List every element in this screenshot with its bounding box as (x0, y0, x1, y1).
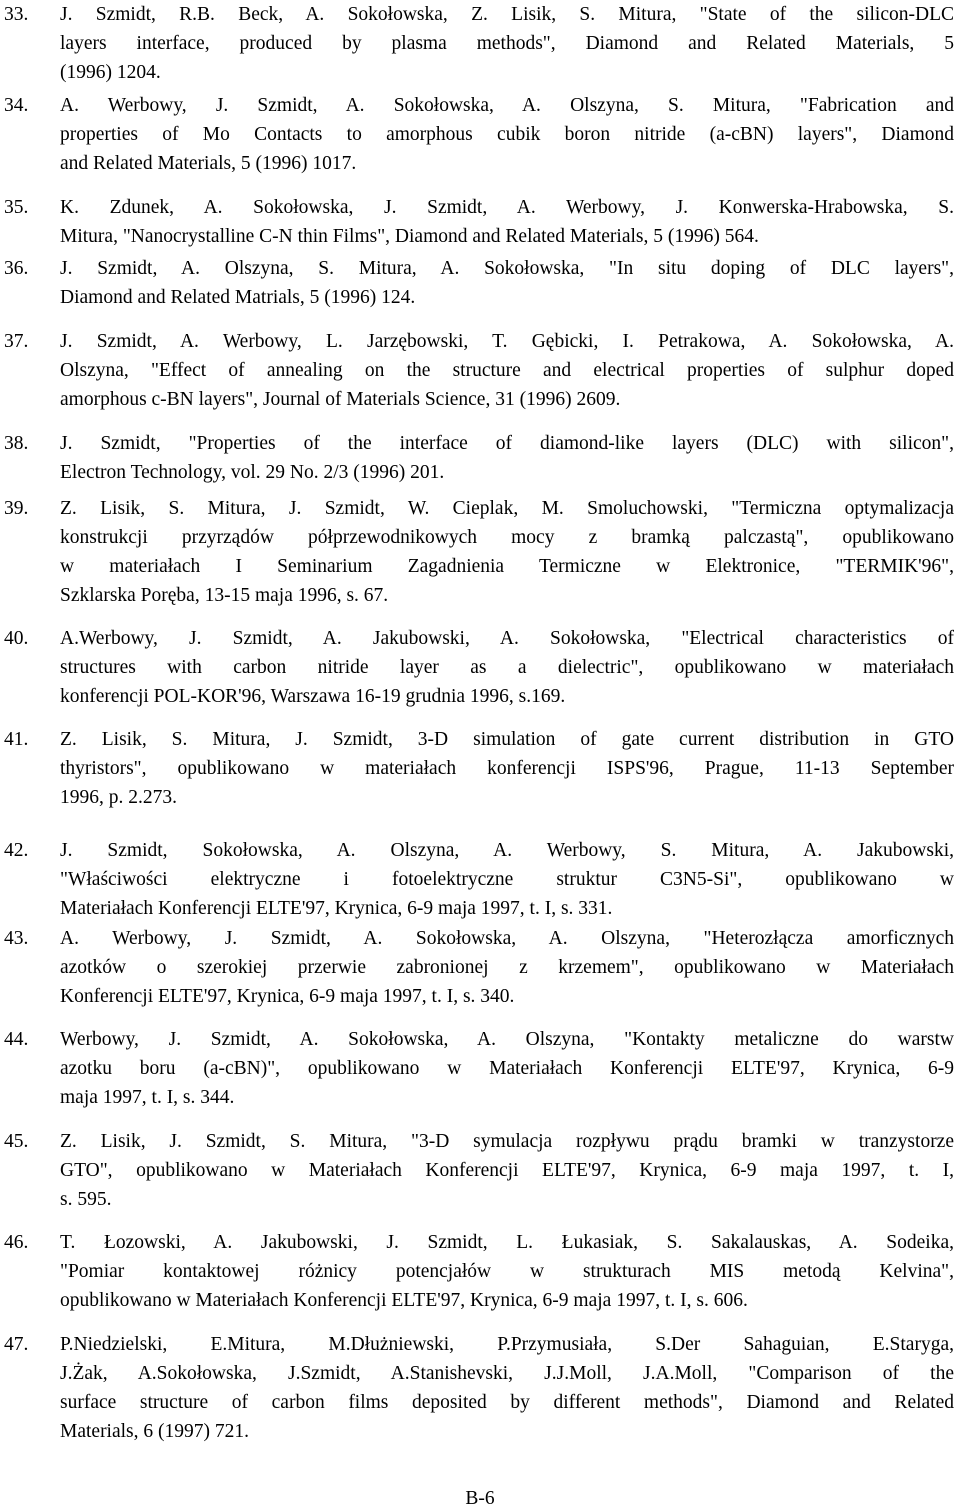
reference-item (0, 327, 960, 414)
reference-line: Werbowy, J. Szmidt, A. Sokołowska, A. Olszyna, "Kontakty metaliczne do warstw (60, 1029, 954, 1050)
reference-text (60, 624, 954, 711)
reference-line: layers interface, produced by plasma methods", Diamond and Related Materials, 5 (60, 33, 954, 54)
reference-line: Olszyna, "Effect of annealing on the structure and electrical properties of sulphur doped (60, 360, 954, 381)
reference-line: konferencji POL-KOR'96, Warszawa 16-19 grudnia 1996, s.169. (60, 686, 566, 707)
reference-number: 45. (4, 1131, 29, 1152)
reference-line: konstrukcji przyrządów półprzewodnikowych mocy z bramką palczastą", opublikowano (60, 527, 954, 548)
reference-item (0, 1228, 960, 1315)
reference-text (60, 91, 954, 178)
reference-number: 44. (4, 1029, 29, 1050)
reference-item (0, 1127, 960, 1214)
reference-item (0, 924, 960, 1011)
reference-line: Mitura, "Nanocrystalline C-N thin Films", Diamond and Related Materials, 5 (1996) 564. (60, 226, 759, 247)
reference-item (0, 1330, 960, 1446)
reference-number: 37. (4, 331, 29, 352)
reference-line: K. Zdunek, A. Sokołowska, J. Szmidt, A. Werbowy, J. Konwerska-Hrabowska, S. (60, 197, 954, 218)
reference-line: A. Werbowy, J. Szmidt, A. Sokołowska, A. Olszyna, "Heterozłącza amorficznych (60, 928, 954, 949)
reference-line: "Pomiar kontaktowej różnicy potencjałów w strukturach MIS metodą Kelvina", (60, 1261, 954, 1282)
reference-text (60, 1025, 954, 1112)
reference-line: w materiałach I Seminarium Zagadnienia Termiczne w Elektronice, "TERMIK'96", (60, 556, 954, 577)
reference-text (60, 725, 954, 812)
reference-line: J. Szmidt, "Properties of the interface of diamond-like layers (DLC) with silicon", (60, 433, 954, 454)
reference-item (0, 254, 960, 312)
reference-line: Electron Technology, vol. 29 No. 2/3 (1996) 201. (60, 462, 445, 483)
reference-line: amorphous c-BN layers", Journal of Materials Science, 31 (1996) 2609. (60, 389, 621, 410)
reference-text (60, 1330, 954, 1446)
reference-item (0, 836, 960, 923)
reference-line: Materiałach Konferencji ELTE'97, Krynica, 6-9 maja 1997, t. I, s. 331. (60, 898, 613, 919)
reference-number: 41. (4, 729, 29, 750)
reference-item (0, 0, 960, 87)
reference-item (0, 1025, 960, 1112)
reference-line: and Related Materials, 5 (1996) 1017. (60, 153, 357, 174)
reference-text (60, 1228, 954, 1315)
reference-item (0, 91, 960, 178)
reference-line: maja 1997, t. I, s. 344. (60, 1087, 235, 1108)
reference-text (60, 1127, 954, 1214)
reference-line: opublikowano w Materiałach Konferencji ELTE'97, Krynica, 6-9 maja 1997, t. I, s. 606. (60, 1290, 748, 1311)
reference-line: T. Łozowski, A. Jakubowski, J. Szmidt, L. Łukasiak, S. Sakalauskas, A. Sodeika, (60, 1232, 954, 1253)
reference-line: structures with carbon nitride layer as a dielectric", opublikowano w materiałach (60, 657, 954, 678)
reference-line: Z. Lisik, J. Szmidt, S. Mitura, "3-D symulacja rozpływu prądu bramki w tranzystorze (60, 1131, 954, 1152)
reference-text (60, 429, 954, 487)
reference-number: 46. (4, 1232, 29, 1253)
reference-line: "Właściwości elektryczne i fotoelektryczne struktur C3N5-Si", opublikowano w (60, 869, 954, 890)
reference-line: J. Szmidt, R.B. Beck, A. Sokołowska, Z. Lisik, S. Mitura, "State of the silicon-DLC (60, 4, 954, 25)
reference-line: azotku boru (a-cBN)", opublikowano w Materiałach Konferencji ELTE'97, Krynica, 6-9 (60, 1058, 954, 1079)
reference-number: 42. (4, 840, 29, 861)
reference-text (60, 924, 954, 1011)
reference-line: 1996, p. 2.273. (60, 787, 177, 808)
reference-line: Materials, 6 (1997) 721. (60, 1421, 250, 1442)
reference-number: 43. (4, 928, 29, 949)
reference-item (0, 494, 960, 610)
reference-line: azotków o szerokiej przerwie zabronionej z krzemem", opublikowano w Materiałach (60, 957, 954, 978)
reference-line: A. Werbowy, J. Szmidt, A. Sokołowska, A. Olszyna, S. Mitura, "Fabrication and (60, 95, 954, 116)
reference-item (0, 725, 960, 812)
reference-number: 47. (4, 1334, 29, 1355)
reference-item (0, 193, 960, 251)
reference-line: properties of Mo Contacts to amorphous cubik boron nitride (a-cBN) layers", Diamond (60, 124, 954, 145)
reference-text (60, 494, 954, 610)
page-number: B-6 (465, 1488, 495, 1509)
reference-number: 34. (4, 95, 29, 116)
reference-number: 38. (4, 433, 29, 454)
reference-text (60, 193, 954, 251)
reference-line: s. 595. (60, 1189, 112, 1210)
reference-line: thyristors", opublikowano w materiałach konferencji ISPS'96, Prague, 11-13 September (60, 758, 954, 779)
reference-number: 40. (4, 628, 29, 649)
reference-line: J.Żak, A.Sokołowska, J.Szmidt, A.Stanishevski, J.J.Moll, J.A.Moll, "Comparison of the (60, 1363, 954, 1384)
reference-line: Szklarska Poręba, 13-15 maja 1996, s. 67. (60, 585, 389, 606)
reference-line: J. Szmidt, Sokołowska, A. Olszyna, A. Werbowy, S. Mitura, A. Jakubowski, (60, 840, 954, 861)
reference-item (0, 429, 960, 487)
reference-number: 35. (4, 197, 29, 218)
reference-line: Konferencji ELTE'97, Krynica, 6-9 maja 1997, t. I, s. 340. (60, 986, 515, 1007)
reference-text (60, 836, 954, 923)
reference-line: Z. Lisik, S. Mitura, J. Szmidt, W. Cieplak, M. Smoluchowski, "Termiczna optymalizacja (60, 498, 954, 519)
reference-line: surface structure of carbon films deposited by different methods", Diamond and Related (60, 1392, 954, 1413)
reference-text (60, 0, 954, 87)
reference-text (60, 327, 954, 414)
reference-item (0, 624, 960, 711)
reference-number: 33. (4, 4, 29, 25)
reference-line: GTO", opublikowano w Materiałach Konferencji ELTE'97, Krynica, 6-9 maja 1997, t. I, (60, 1160, 954, 1181)
reference-line: (1996) 1204. (60, 62, 161, 83)
reference-line: J. Szmidt, A. Olszyna, S. Mitura, A. Sokołowska, "In situ doping of DLC layers", (60, 258, 954, 279)
reference-number: 39. (4, 498, 29, 519)
reference-line: P.Niedzielski, E.Mitura, M.Dłużniewski, P.Przymusiała, S.Der Sahaguian, E.Staryga, (60, 1334, 954, 1355)
reference-text (60, 254, 954, 312)
reference-line: Diamond and Related Matrials, 5 (1996) 124. (60, 287, 416, 308)
reference-line: J. Szmidt, A. Werbowy, L. Jarzębowski, T. Gębicki, I. Petrakowa, A. Sokołowska, A. (60, 331, 954, 352)
reference-number: 36. (4, 258, 29, 279)
reference-line: Z. Lisik, S. Mitura, J. Szmidt, 3-D simulation of gate current distribution in GTO (60, 729, 954, 750)
reference-line: A.Werbowy, J. Szmidt, A. Jakubowski, A. Sokołowska, "Electrical characteristics of (60, 628, 954, 649)
